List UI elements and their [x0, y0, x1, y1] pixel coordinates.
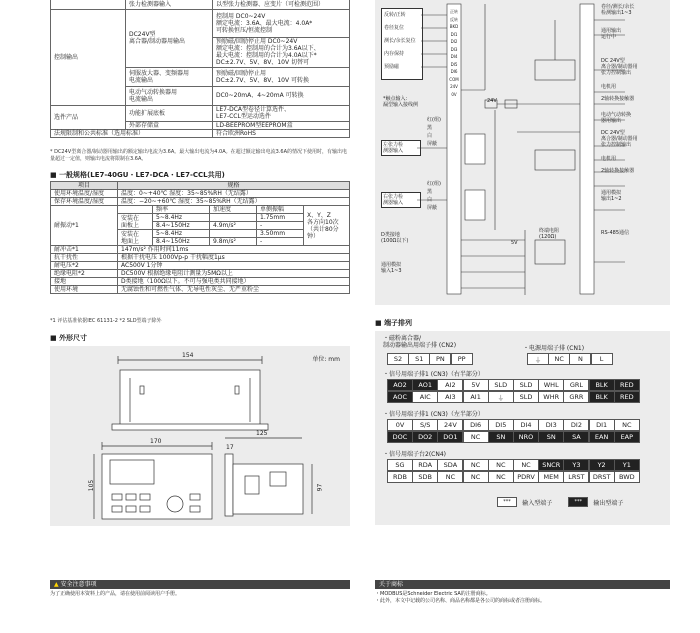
terminal-cell: DOC [387, 431, 413, 443]
terminal: DI2 [450, 39, 458, 44]
cell [210, 214, 257, 222]
cn4-row2 [387, 471, 639, 483]
cell: 预励磁/回励停止用 DC0~24V 额定电流：控制用的合计为3.6A以下、 最大电流：控制用的合计为4.0A以下* DC±2.7V、5V、8V、10V 切替可 [213, 37, 350, 67]
trademark-line-1: ・MODBUS是Schneider Electric SA的注册商标。 [375, 591, 491, 597]
terminal-legend [497, 497, 623, 507]
cell: 5~8.4Hz [153, 230, 210, 238]
cell: 外部存储盒 [126, 121, 213, 129]
wire-color: 黑 [427, 189, 433, 195]
terminal-cell: BWD [614, 471, 640, 483]
terminal-cell: DO1 [437, 431, 463, 443]
terminal-cell: BLK [589, 391, 615, 403]
terminal-cell: GRL [563, 379, 589, 391]
label: 内存保持 [384, 51, 405, 57]
cell: 单侧振幅 [257, 206, 304, 214]
dimensions-panel [50, 346, 350, 526]
cell: 频率 [153, 206, 210, 214]
vib-label: 耐振动*1 [54, 222, 79, 229]
dims-title: ■ 外形尺寸 [50, 333, 87, 343]
terminal-cell: WHL [538, 379, 564, 391]
legend-out-swatch: *** [568, 497, 588, 507]
terminal-cell: AO2 [387, 379, 413, 391]
unit-label: 单位: mm [312, 356, 340, 363]
cell: 根据干扰电压 1000Vp-p 干扰幅度1μs [118, 254, 350, 262]
terminal: 正转 [450, 9, 458, 14]
wire-color: 白 [427, 133, 433, 139]
cell: - [257, 238, 304, 246]
terminal-cell: EAN [589, 431, 615, 443]
terminal-cell: 5V [463, 379, 489, 391]
terminal-cell: NC [488, 459, 514, 471]
terminal-cell: NC [513, 459, 539, 471]
cell: 法规限制和公共标准（选用标准） [51, 129, 213, 137]
wire-color: 屏蔽 [427, 141, 438, 147]
terminal-cell: AOC [387, 391, 413, 403]
terminal-title: ■ 端子排列 [375, 318, 412, 328]
cn3r-row1 [387, 379, 639, 391]
right-output-labels [601, 4, 667, 236]
general-spec-title: ■ 一般规格(LE7-40GU・LE7-DCA・LE7-CCL共用) [50, 170, 225, 180]
cell: 5~8.4Hz [153, 214, 210, 222]
cell: 安装在 地面上 [118, 230, 153, 246]
terminal-cell: S2 [387, 353, 409, 365]
terminal-cell: SN [488, 431, 514, 443]
cell: DC24V型 离合器/制动器用输出 [126, 9, 213, 67]
terminal-cell: PP [451, 353, 473, 365]
terminal: DI3 [450, 46, 458, 52]
terminal-cell: L [591, 353, 613, 365]
cell: 保存环境温度/湿度 [51, 198, 118, 206]
dim-height-front: 105 [88, 479, 96, 492]
terminal-cell: 0V [387, 419, 413, 431]
label: 预励磁 [384, 64, 400, 70]
terminal-cell: NC [463, 459, 489, 471]
contact-note: *触点输入： 漏型输入接线例 [383, 96, 419, 108]
cell: 功能扩展底板 [126, 105, 213, 121]
terminal-cell: SLD [513, 379, 539, 391]
label: 卷径复位 [384, 25, 405, 31]
terminal-cell: MEM [538, 471, 564, 483]
cell: 9.8m/s² [210, 238, 257, 246]
dim-width-front: 170 [150, 438, 162, 445]
terminal-cell: NC [437, 471, 463, 483]
terminal: 24V [450, 84, 458, 89]
wire-color: 黑 [427, 125, 433, 131]
cell: 张力检测器输入 [126, 0, 213, 9]
out-label: 电机用 [601, 156, 617, 162]
out-label: 2轴转换接触器 [601, 168, 635, 174]
analog-in-label: 通用模拟 输入1~3 [381, 262, 402, 274]
cn1-terminals [527, 353, 612, 365]
dim-depth: 125 [256, 430, 268, 437]
cell [51, 206, 118, 246]
cell: 安装在 面板上 [118, 214, 153, 230]
cell: LD-BEEPROM型EEPROM盒 [213, 121, 350, 129]
cell: 147m/s² 作用时间11ms [118, 246, 350, 254]
terminal-cell: SDA [437, 459, 463, 471]
terminal-cell: N [569, 353, 591, 365]
terminal-cell: WHR [538, 391, 564, 403]
terminal-cell: SDB [412, 471, 438, 483]
terminal: DI4 [450, 54, 458, 59]
cell: 接地 [51, 278, 118, 286]
dimension-drawing [50, 346, 350, 526]
cn1-title: ・电源用端子排 (CN1) [523, 345, 585, 352]
cn3l-row1 [387, 419, 639, 431]
cell: D类接地（100Ω以下。不可与强电类共同接地） [118, 278, 350, 286]
terminal-cell: AO1 [412, 379, 438, 391]
safety-title: 安全注意事项 [60, 581, 97, 588]
terminal-cell: DI1 [589, 419, 615, 431]
wire-color: 红(组) [427, 181, 441, 187]
cell: 无腐蚀性和可燃性气体、无导电性灰尘、无严重粉尘 [118, 286, 350, 294]
out-label: 电动气动转换 器用输出 [601, 112, 632, 124]
out-label: RS-485通信 [601, 230, 629, 236]
legend-in-label: 输入型端子 [522, 499, 553, 507]
cn3r-row2 [387, 391, 639, 403]
terminal-cell: SA [563, 431, 589, 443]
terminal: DI5 [450, 61, 458, 67]
terminal-cell: RED [614, 391, 640, 403]
cn2-title: ・磁粉离合器/ 制动器输出用端子排 (CN2) [383, 335, 457, 349]
cell: 温度：0~+40℃ 湿度：35~85%RH（无结露） [118, 190, 350, 198]
out-label: DC 24V型 离合器/制动器用 张力控制输出 [601, 130, 638, 148]
terminator-label: 终端电阻 (120Ω) [539, 228, 560, 240]
cell: 1.75mm [257, 214, 304, 222]
terminal-cell: DI4 [513, 419, 539, 431]
terminal-cell: AIC [412, 391, 438, 403]
cell: 电动气动转换器用 电流输出 [126, 86, 213, 105]
terminal: DI1 [450, 31, 458, 37]
terminal-cell: AI2 [437, 379, 463, 391]
terminal-cell: NC [463, 431, 489, 443]
terminal-cell: EAP [614, 431, 640, 443]
out-label: 卷径/测长/余长 检测输出1~3 [601, 4, 635, 16]
legend-out-label: 输出型端子 [593, 499, 624, 507]
out-label: 电机用 [601, 84, 617, 90]
cell: 耐电压*2 [51, 262, 118, 270]
terminal-cell: S/S [412, 419, 438, 431]
terminal-cell: RDB [387, 471, 413, 483]
general-spec-table [50, 181, 350, 294]
terminal-cell: DI3 [538, 419, 564, 431]
terminal: 反转 [450, 16, 458, 22]
wire-color: 红(组) [427, 117, 441, 123]
terminal-cell: ⏚ [527, 353, 549, 365]
trademark-title: 关于商标 [379, 581, 404, 588]
terminal-cell: RED [614, 379, 640, 391]
cell: 符合欧洲RoHS [213, 129, 350, 137]
cell: 8.4~150Hz [153, 238, 210, 246]
terminal-cell: GRR [563, 391, 589, 403]
cell: 使用环境温度/湿度 [51, 190, 118, 198]
terminal-cell: LRST [563, 471, 589, 483]
cell: 4.9m/s² [210, 222, 257, 230]
cell: 控制输出 [51, 9, 126, 105]
out-label: 通用输出 运行中 [601, 28, 622, 40]
safety-text: 为了正确使用本资料上的产品，请在使用前阅读用户手册。 [50, 591, 181, 597]
label: 测长/余长复位 [384, 38, 416, 44]
wire-color: 白 [427, 197, 433, 203]
cell: - [257, 222, 304, 230]
safety-header [50, 580, 350, 589]
cell: DC0~20mA、4~20mA 可转换 [213, 86, 350, 105]
cell: 8.4~150Hz [153, 222, 210, 230]
terminal-cell: NC [548, 353, 570, 365]
out-label: 通用模拟 输出1~2 [601, 190, 622, 202]
terminal-cell: DRST [589, 471, 615, 483]
terminal-cell: RDA [412, 459, 438, 471]
terminal-cell: SNCR [538, 459, 564, 471]
footnote: * DC24V型离合器/制动器用输出的额定输出电流为3.6A。最大输出电流为4.0A。在超过额定输出电流3.6A的情况下使用时，有输出电量超过一定值，则输出电流将限制在3.6A。 [50, 149, 348, 162]
cell: DC500V 根据绝缘电阻计测量为5MΩ以上 [118, 270, 350, 278]
out-label: DC 24V型 离合器/制动器用 张力控制输出 [601, 58, 638, 76]
spec-table-top [50, 0, 350, 138]
dim-width-top: 154 [182, 352, 194, 359]
cn4-title: ・信号用端子台2(CN4) [383, 451, 446, 458]
cell: X、Y、Z 各方向10次 （共计80分钟） [304, 206, 350, 246]
cn3l-row2 [387, 431, 639, 443]
cn3r-title: ・信号用端子排1 (CN3)（右半部分） [383, 371, 484, 378]
left-terminal-labels [448, 8, 460, 98]
terminal-cell: NC [463, 471, 489, 483]
terminal-cell: SLD [488, 379, 514, 391]
terminal-cell: S1 [408, 353, 430, 365]
terminal-cell: NC [488, 471, 514, 483]
terminal-cell: PN [429, 353, 451, 365]
terminal-cell: DI5 [488, 419, 514, 431]
terminal-cell: AI1 [463, 391, 489, 403]
cell: 伺服放大器、变频器用 电流输出 [126, 67, 213, 86]
left-loadcell-label: 左张力检 测器输入 [381, 140, 421, 156]
terminal-cell: Y2 [589, 459, 615, 471]
v5-label: 5V [511, 240, 518, 246]
terminal-panel [375, 331, 670, 525]
cn2-terminals [387, 353, 472, 365]
terminal: 0V [451, 91, 457, 97]
right-loadcell-label: 右张力检 测器输入 [381, 192, 421, 208]
header-cell: 项目 [51, 182, 118, 190]
v24-label: 24V [487, 98, 497, 104]
legend-in-swatch: *** [497, 497, 517, 507]
terminal-cell: SG [387, 459, 413, 471]
terminal-cell: Y3 [563, 459, 589, 471]
dim-height-side: 97 [316, 483, 324, 492]
terminal: COM [449, 76, 459, 82]
cell: 控制用 DC0~24V 额定电流：3.6A、最大电流：4.0A* 可转换恒压/恒流控制 [213, 9, 350, 37]
cn4-row1 [387, 459, 639, 471]
cell: AC500V 1分钟 [118, 262, 350, 270]
terminal-cell: DI2 [563, 419, 589, 431]
terminal-cell: DI6 [463, 419, 489, 431]
terminal: DI6 [450, 69, 458, 74]
cell: 以型张力检测器、应变片（可检测范围） [213, 0, 350, 9]
wire-color: 屏蔽 [427, 205, 438, 211]
terminal-cell: NRO [513, 431, 539, 443]
header-cell: 规格 [118, 182, 350, 190]
d-ground-label: D类接地 (100Ω以下) [381, 232, 409, 244]
warning-icon: ▲ [54, 581, 59, 588]
cell [210, 230, 257, 238]
terminal-cell: PDRV [513, 471, 539, 483]
trademark-line-2: ・此外，本文中记载的公司名称、商品名称都是各公司的商标或者注册商标。 [375, 598, 546, 604]
cell: 使用环境 [51, 286, 118, 294]
terminal-cell: Y1 [614, 459, 640, 471]
cell: 3.50mm [257, 230, 304, 238]
terminal-cell: AI3 [437, 391, 463, 403]
terminal-cell: NC [614, 419, 640, 431]
terminal-cell: 24V [437, 419, 463, 431]
label: 反转/正转 [384, 12, 406, 18]
cell: 绝缘电阻*2 [51, 270, 118, 278]
cell: 抗干扰性 [51, 254, 118, 262]
cell: 加速度 [210, 206, 257, 214]
cell: 耐冲击*1 [51, 246, 118, 254]
terminal-cell: BLK [589, 379, 615, 391]
cell: 温度：−20~+60℃ 湿度：35~85%RH（无结露） [118, 198, 350, 206]
general-notes: *1 评估基准依据IEC 61131-2 *2 SLD型端子除外 [50, 318, 162, 324]
terminal-cell: DO2 [412, 431, 438, 443]
out-label: 2轴转换接触器 [601, 96, 635, 102]
trademark-header [375, 580, 670, 589]
wiring-panel [375, 0, 670, 305]
cell: LE7-DCA型卷径计算选件、 LE7-CCL型运动选件 [213, 105, 350, 121]
terminal-cell: SN [538, 431, 564, 443]
terminal-cell: ⏚ [488, 391, 514, 403]
cell: 预励磁/回励停止用 DC±2.7V、5V、8V、10V 可转换 [213, 67, 350, 86]
terminal: BKD [449, 24, 459, 29]
cell: 选件产品 [51, 105, 126, 129]
cn3l-title: ・信号用端子排1 (CN3)（左半部分） [383, 411, 484, 418]
terminal-cell: SLD [513, 391, 539, 403]
dim-small: 17 [226, 444, 234, 451]
